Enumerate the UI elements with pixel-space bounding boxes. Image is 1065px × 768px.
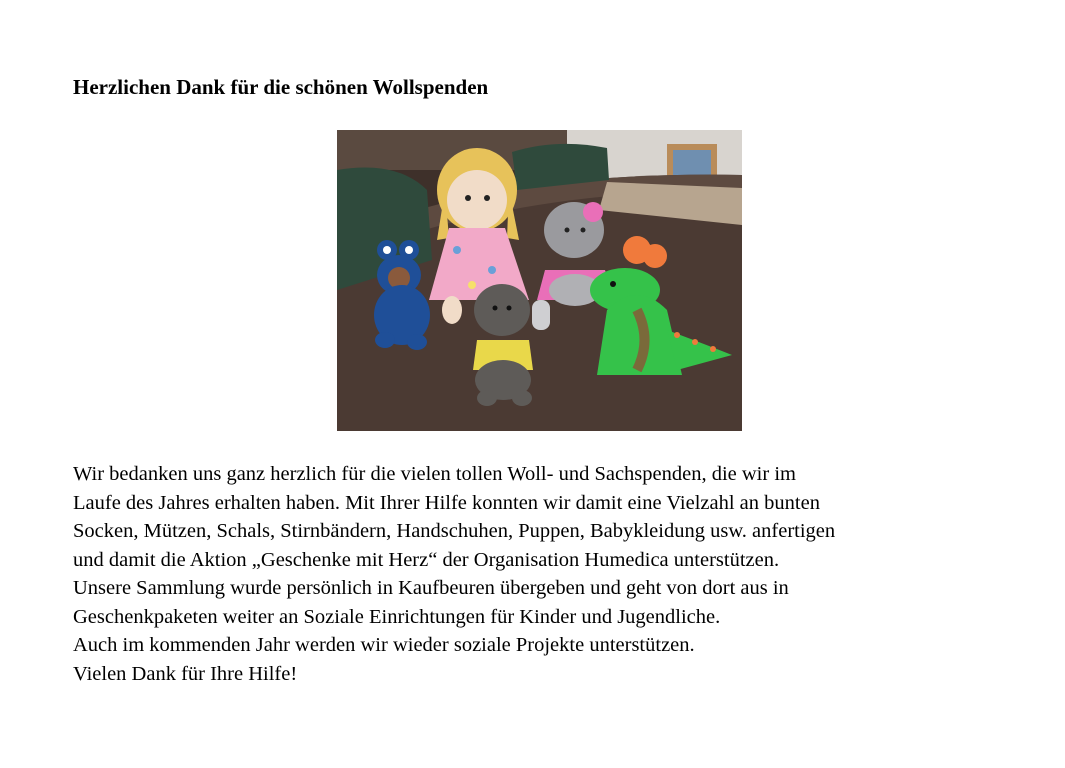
page-title: Herzlichen Dank für die schönen Wollspenden	[73, 75, 489, 99]
body-paragraph	[73, 460, 1033, 688]
paragraph-line: Wir bedanken uns ganz herzlich für die vielen tollen Woll- und Sachspenden, die wir im	[73, 463, 796, 485]
paragraph-line: Geschenkpaketen weiter an Soziale Einrichtungen für Kinder und Jugendliche.	[73, 605, 721, 628]
crocheted-toys-photo	[337, 130, 742, 431]
paragraph-line: Vielen Dank für Ihre Hilfe!	[73, 662, 298, 685]
paragraph-line: Unsere Sammlung wurde persönlich in Kaufbeuren übergeben und geht von dort aus in	[73, 577, 789, 599]
paragraph-line: und damit die Aktion „Geschenke mit Herz“ der Organisation Humedica unterstützen.	[73, 548, 780, 571]
paragraph-line: Auch im kommenden Jahr werden wir wieder soziale Projekte unterstützen.	[73, 634, 695, 656]
paragraph-line: Socken, Mützen, Schals, Stirnbändern, Handschuhen, Puppen, Babykleidung usw. anfertigen	[73, 520, 836, 542]
paragraph-line: Laufe des Jahres erhalten haben. Mit Ihrer Hilfe konnten wir damit eine Vielzahl an bunten	[73, 491, 820, 514]
